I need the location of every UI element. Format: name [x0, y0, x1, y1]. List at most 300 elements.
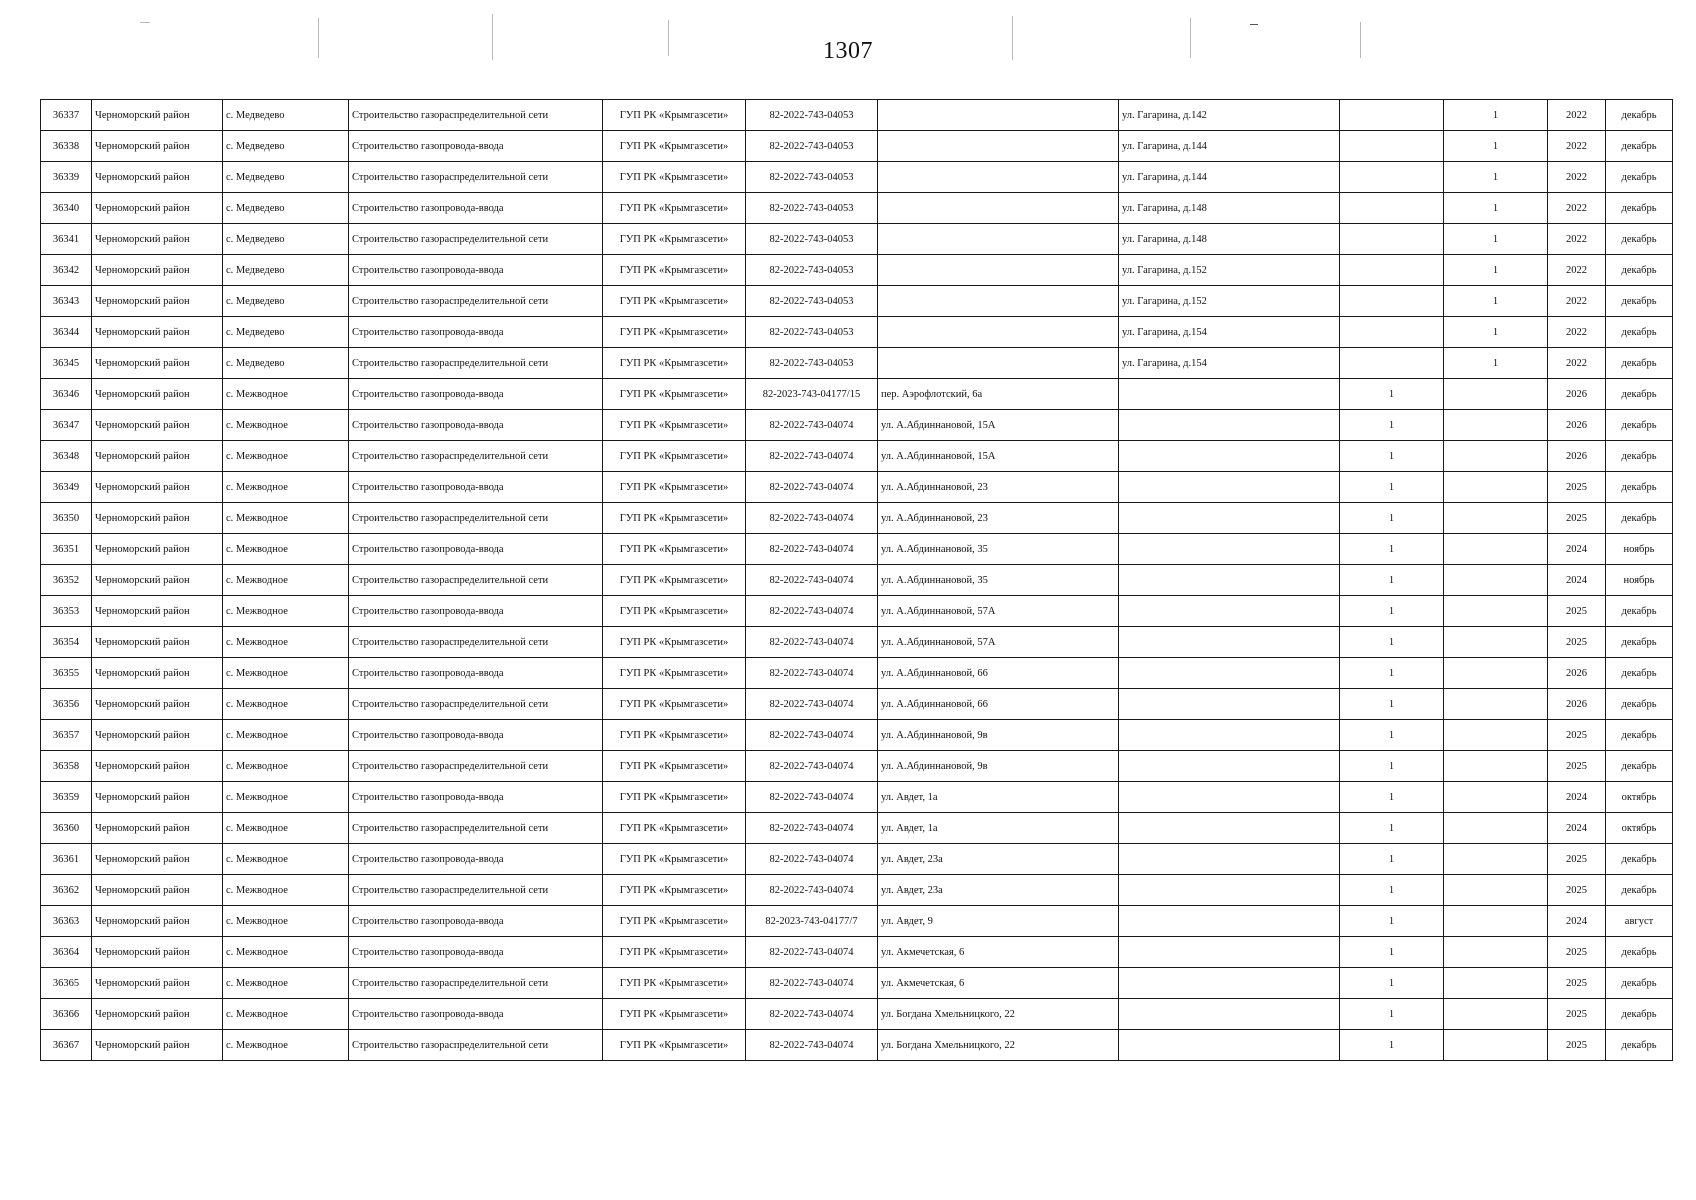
code-cell: 82-2022-743-04074: [746, 503, 878, 534]
quantity-cell: [1340, 162, 1444, 193]
quantity-cell: 1: [1340, 627, 1444, 658]
organization-cell: ГУП РК «Крымгазсети»: [603, 751, 746, 782]
organization-cell: ГУП РК «Крымгазсети»: [603, 1030, 746, 1061]
address-cell: ул. А.Абдиннановой, 23: [878, 503, 1119, 534]
address-cell: [878, 100, 1119, 131]
district-cell: Черноморский район: [92, 999, 223, 1030]
row-number: 36342: [41, 255, 92, 286]
quantity-cell: 1: [1340, 813, 1444, 844]
code-cell: 82-2022-743-04074: [746, 472, 878, 503]
table-row: [41, 999, 1673, 1030]
row-number: 36337: [41, 100, 92, 131]
table-row: [41, 472, 1673, 503]
quantity-cell: 1: [1340, 999, 1444, 1030]
row-number: 36354: [41, 627, 92, 658]
address-cell: ул. А.Абдиннановой, 15А: [878, 410, 1119, 441]
address-cell: [878, 255, 1119, 286]
address-alt-cell: [1119, 410, 1340, 441]
year-cell: 2026: [1548, 658, 1606, 689]
table-row: [41, 410, 1673, 441]
month-cell: декабрь: [1606, 472, 1673, 503]
district-cell: Черноморский район: [92, 379, 223, 410]
row-number: 36355: [41, 658, 92, 689]
address-cell: [878, 286, 1119, 317]
table-row: [41, 379, 1673, 410]
row-number: 36362: [41, 875, 92, 906]
month-cell: декабрь: [1606, 224, 1673, 255]
row-number: 36365: [41, 968, 92, 999]
work-type-cell: Строительство газопровода-ввода: [349, 255, 603, 286]
year-cell: 2025: [1548, 999, 1606, 1030]
code-cell: 82-2022-743-04053: [746, 286, 878, 317]
organization-cell: ГУП РК «Крымгазсети»: [603, 658, 746, 689]
row-number: 36346: [41, 379, 92, 410]
year-cell: 2025: [1548, 720, 1606, 751]
organization-cell: ГУП РК «Крымгазсети»: [603, 968, 746, 999]
table-row: [41, 937, 1673, 968]
year-cell: 2025: [1548, 875, 1606, 906]
district-cell: Черноморский район: [92, 503, 223, 534]
work-type-cell: Строительство газораспределительной сети: [349, 565, 603, 596]
table-row: [41, 100, 1673, 131]
month-cell: декабрь: [1606, 193, 1673, 224]
scan-artifact: [1250, 24, 1258, 25]
village-cell: с. Межводное: [223, 658, 349, 689]
year-cell: 2022: [1548, 348, 1606, 379]
year-cell: 2026: [1548, 410, 1606, 441]
village-cell: с. Межводное: [223, 472, 349, 503]
month-cell: декабрь: [1606, 348, 1673, 379]
year-cell: 2024: [1548, 534, 1606, 565]
village-cell: с. Межводное: [223, 782, 349, 813]
work-type-cell: Строительство газораспределительной сети: [349, 751, 603, 782]
organization-cell: ГУП РК «Крымгазсети»: [603, 689, 746, 720]
year-cell: 2026: [1548, 441, 1606, 472]
quantity-cell: 1: [1340, 844, 1444, 875]
quantity-cell: [1340, 100, 1444, 131]
address-cell: ул. Богдана Хмельницкого, 22: [878, 999, 1119, 1030]
table-row: [41, 503, 1673, 534]
address-alt-cell: ул. Гагарина, д.154: [1119, 317, 1340, 348]
table-row: [41, 844, 1673, 875]
district-cell: Черноморский район: [92, 720, 223, 751]
district-cell: Черноморский район: [92, 968, 223, 999]
address-cell: ул. Акмечетская, 6: [878, 968, 1119, 999]
quantity-cell: 1: [1340, 751, 1444, 782]
address-alt-cell: [1119, 906, 1340, 937]
organization-cell: ГУП РК «Крымгазсети»: [603, 565, 746, 596]
address-cell: ул. А.Абдиннановой, 66: [878, 689, 1119, 720]
row-number: 36339: [41, 162, 92, 193]
district-cell: Черноморский район: [92, 844, 223, 875]
month-cell: октябрь: [1606, 782, 1673, 813]
table-row: [41, 875, 1673, 906]
work-type-cell: Строительство газопровода-ввода: [349, 782, 603, 813]
table-row: [41, 1030, 1673, 1061]
code-cell: 82-2022-743-04074: [746, 720, 878, 751]
organization-cell: ГУП РК «Крымгазсети»: [603, 162, 746, 193]
row-number: 36340: [41, 193, 92, 224]
address-cell: ул. Авдет, 23а: [878, 844, 1119, 875]
row-number: 36343: [41, 286, 92, 317]
organization-cell: ГУП РК «Крымгазсети»: [603, 906, 746, 937]
district-cell: Черноморский район: [92, 782, 223, 813]
code-cell: 82-2022-743-04074: [746, 689, 878, 720]
row-number: 36361: [41, 844, 92, 875]
year-cell: 2025: [1548, 937, 1606, 968]
year-cell: 2024: [1548, 565, 1606, 596]
quantity-cell: 1: [1340, 472, 1444, 503]
row-number: 36360: [41, 813, 92, 844]
year-cell: 2026: [1548, 379, 1606, 410]
row-number: 36359: [41, 782, 92, 813]
address-cell: [878, 162, 1119, 193]
address-cell: ул. Авдет, 9: [878, 906, 1119, 937]
quantity-cell: 1: [1340, 503, 1444, 534]
work-type-cell: Строительство газопровода-ввода: [349, 131, 603, 162]
work-type-cell: Строительство газопровода-ввода: [349, 379, 603, 410]
quantity-cell: [1340, 131, 1444, 162]
month-cell: ноябрь: [1606, 534, 1673, 565]
quantity-alt-cell: [1444, 410, 1548, 441]
address-alt-cell: [1119, 596, 1340, 627]
organization-cell: ГУП РК «Крымгазсети»: [603, 534, 746, 565]
address-alt-cell: ул. Гагарина, д.142: [1119, 100, 1340, 131]
year-cell: 2025: [1548, 968, 1606, 999]
address-alt-cell: [1119, 999, 1340, 1030]
code-cell: 82-2022-743-04074: [746, 968, 878, 999]
village-cell: с. Медведево: [223, 131, 349, 162]
table-row: [41, 596, 1673, 627]
address-cell: ул. Авдет, 23а: [878, 875, 1119, 906]
address-alt-cell: ул. Гагарина, д.148: [1119, 193, 1340, 224]
year-cell: 2022: [1548, 100, 1606, 131]
address-cell: [878, 348, 1119, 379]
quantity-cell: 1: [1340, 379, 1444, 410]
month-cell: декабрь: [1606, 441, 1673, 472]
table-row: [41, 751, 1673, 782]
village-cell: с. Межводное: [223, 565, 349, 596]
code-cell: 82-2022-743-04053: [746, 100, 878, 131]
district-cell: Черноморский район: [92, 565, 223, 596]
month-cell: декабрь: [1606, 317, 1673, 348]
table-row: [41, 906, 1673, 937]
village-cell: с. Медведево: [223, 224, 349, 255]
work-type-cell: Строительство газопровода-ввода: [349, 193, 603, 224]
month-cell: декабрь: [1606, 875, 1673, 906]
month-cell: декабрь: [1606, 131, 1673, 162]
quantity-cell: 1: [1340, 565, 1444, 596]
quantity-cell: 1: [1340, 534, 1444, 565]
year-cell: 2025: [1548, 844, 1606, 875]
quantity-alt-cell: 1: [1444, 286, 1548, 317]
month-cell: декабрь: [1606, 658, 1673, 689]
address-cell: ул. А.Абдиннановой, 9в: [878, 720, 1119, 751]
month-cell: декабрь: [1606, 596, 1673, 627]
year-cell: 2025: [1548, 751, 1606, 782]
month-cell: декабрь: [1606, 410, 1673, 441]
row-number: 36344: [41, 317, 92, 348]
quantity-alt-cell: [1444, 472, 1548, 503]
table-row: [41, 224, 1673, 255]
row-number: 36353: [41, 596, 92, 627]
address-alt-cell: ул. Гагарина, д.144: [1119, 162, 1340, 193]
quantity-alt-cell: [1444, 565, 1548, 596]
address-alt-cell: [1119, 782, 1340, 813]
address-cell: [878, 317, 1119, 348]
year-cell: 2024: [1548, 906, 1606, 937]
work-type-cell: Строительство газораспределительной сети: [349, 286, 603, 317]
address-cell: [878, 193, 1119, 224]
work-type-cell: Строительство газораспределительной сети: [349, 627, 603, 658]
village-cell: с. Межводное: [223, 441, 349, 472]
village-cell: с. Медведево: [223, 162, 349, 193]
address-alt-cell: [1119, 658, 1340, 689]
quantity-cell: 1: [1340, 968, 1444, 999]
quantity-cell: [1340, 348, 1444, 379]
quantity-alt-cell: 1: [1444, 193, 1548, 224]
organization-cell: ГУП РК «Крымгазсети»: [603, 596, 746, 627]
village-cell: с. Межводное: [223, 503, 349, 534]
organization-cell: ГУП РК «Крымгазсети»: [603, 317, 746, 348]
month-cell: декабрь: [1606, 968, 1673, 999]
village-cell: с. Медведево: [223, 255, 349, 286]
organization-cell: ГУП РК «Крымгазсети»: [603, 627, 746, 658]
row-number: 36366: [41, 999, 92, 1030]
address-cell: пер. Аэрофлотский, 6а: [878, 379, 1119, 410]
district-cell: Черноморский район: [92, 937, 223, 968]
code-cell: 82-2022-743-04074: [746, 1030, 878, 1061]
table-row: [41, 255, 1673, 286]
code-cell: 82-2022-743-04074: [746, 410, 878, 441]
work-type-cell: Строительство газопровода-ввода: [349, 534, 603, 565]
code-cell: 82-2022-743-04074: [746, 813, 878, 844]
organization-cell: ГУП РК «Крымгазсети»: [603, 286, 746, 317]
year-cell: 2022: [1548, 193, 1606, 224]
address-alt-cell: [1119, 1030, 1340, 1061]
address-alt-cell: ул. Гагарина, д.152: [1119, 286, 1340, 317]
quantity-alt-cell: [1444, 875, 1548, 906]
quantity-alt-cell: [1444, 503, 1548, 534]
village-cell: с. Межводное: [223, 968, 349, 999]
code-cell: 82-2022-743-04074: [746, 875, 878, 906]
district-cell: Черноморский район: [92, 875, 223, 906]
table-row: [41, 193, 1673, 224]
code-cell: 82-2022-743-04074: [746, 534, 878, 565]
scan-artifact: [140, 22, 150, 23]
district-cell: Черноморский район: [92, 658, 223, 689]
organization-cell: ГУП РК «Крымгазсети»: [603, 410, 746, 441]
row-number: 36349: [41, 472, 92, 503]
quantity-alt-cell: [1444, 534, 1548, 565]
month-cell: декабрь: [1606, 844, 1673, 875]
organization-cell: ГУП РК «Крымгазсети»: [603, 813, 746, 844]
quantity-cell: [1340, 193, 1444, 224]
quantity-cell: 1: [1340, 1030, 1444, 1061]
month-cell: декабрь: [1606, 255, 1673, 286]
village-cell: с. Медведево: [223, 317, 349, 348]
address-cell: ул. А.Абдиннановой, 57А: [878, 627, 1119, 658]
work-type-cell: Строительство газораспределительной сети: [349, 813, 603, 844]
table-row: [41, 534, 1673, 565]
year-cell: 2022: [1548, 317, 1606, 348]
quantity-alt-cell: [1444, 596, 1548, 627]
year-cell: 2022: [1548, 286, 1606, 317]
quantity-alt-cell: 1: [1444, 100, 1548, 131]
address-cell: [878, 131, 1119, 162]
month-cell: декабрь: [1606, 751, 1673, 782]
work-type-cell: Строительство газораспределительной сети: [349, 968, 603, 999]
address-cell: ул. А.Абдиннановой, 57А: [878, 596, 1119, 627]
quantity-cell: 1: [1340, 596, 1444, 627]
address-alt-cell: [1119, 379, 1340, 410]
year-cell: 2024: [1548, 782, 1606, 813]
quantity-cell: [1340, 286, 1444, 317]
year-cell: 2025: [1548, 596, 1606, 627]
address-alt-cell: [1119, 472, 1340, 503]
work-type-cell: Строительство газопровода-ввода: [349, 596, 603, 627]
year-cell: 2022: [1548, 255, 1606, 286]
code-cell: 82-2022-743-04053: [746, 193, 878, 224]
quantity-alt-cell: [1444, 720, 1548, 751]
village-cell: с. Межводное: [223, 906, 349, 937]
work-type-cell: Строительство газораспределительной сети: [349, 503, 603, 534]
work-type-cell: Строительство газопровода-ввода: [349, 844, 603, 875]
code-cell: 82-2022-743-04053: [746, 162, 878, 193]
month-cell: декабрь: [1606, 162, 1673, 193]
code-cell: 82-2022-743-04053: [746, 348, 878, 379]
code-cell: 82-2022-743-04074: [746, 844, 878, 875]
month-cell: декабрь: [1606, 937, 1673, 968]
work-type-cell: Строительство газопровода-ввода: [349, 658, 603, 689]
district-cell: Черноморский район: [92, 534, 223, 565]
organization-cell: ГУП РК «Крымгазсети»: [603, 937, 746, 968]
code-cell: 82-2022-743-04053: [746, 224, 878, 255]
month-cell: декабрь: [1606, 720, 1673, 751]
page-number: 1307: [823, 38, 873, 64]
district-cell: Черноморский район: [92, 813, 223, 844]
organization-cell: ГУП РК «Крымгазсети»: [603, 131, 746, 162]
work-type-cell: Строительство газопровода-ввода: [349, 999, 603, 1030]
organization-cell: ГУП РК «Крымгазсети»: [603, 348, 746, 379]
village-cell: с. Межводное: [223, 720, 349, 751]
address-cell: ул. А.Абдиннановой, 35: [878, 565, 1119, 596]
organization-cell: ГУП РК «Крымгазсети»: [603, 875, 746, 906]
row-number: 36338: [41, 131, 92, 162]
organization-cell: ГУП РК «Крымгазсети»: [603, 379, 746, 410]
quantity-alt-cell: [1444, 627, 1548, 658]
quantity-alt-cell: [1444, 968, 1548, 999]
address-cell: ул. А.Абдиннановой, 15А: [878, 441, 1119, 472]
address-alt-cell: [1119, 844, 1340, 875]
month-cell: декабрь: [1606, 999, 1673, 1030]
organization-cell: ГУП РК «Крымгазсети»: [603, 441, 746, 472]
work-type-cell: Строительство газопровода-ввода: [349, 410, 603, 441]
address-alt-cell: [1119, 751, 1340, 782]
row-number: 36364: [41, 937, 92, 968]
registry-table: [40, 99, 1673, 1061]
organization-cell: ГУП РК «Крымгазсети»: [603, 100, 746, 131]
quantity-alt-cell: [1444, 844, 1548, 875]
year-cell: 2024: [1548, 813, 1606, 844]
address-alt-cell: [1119, 565, 1340, 596]
quantity-cell: 1: [1340, 658, 1444, 689]
code-cell: 82-2022-743-04053: [746, 317, 878, 348]
quantity-cell: [1340, 224, 1444, 255]
month-cell: декабрь: [1606, 100, 1673, 131]
district-cell: Черноморский район: [92, 751, 223, 782]
work-type-cell: Строительство газораспределительной сети: [349, 689, 603, 720]
month-cell: декабрь: [1606, 286, 1673, 317]
row-number: 36357: [41, 720, 92, 751]
village-cell: с. Межводное: [223, 627, 349, 658]
month-cell: декабрь: [1606, 503, 1673, 534]
quantity-alt-cell: [1444, 999, 1548, 1030]
organization-cell: ГУП РК «Крымгазсети»: [603, 720, 746, 751]
table-row: [41, 348, 1673, 379]
code-cell: 82-2022-743-04074: [746, 565, 878, 596]
quantity-alt-cell: 1: [1444, 131, 1548, 162]
code-cell: 82-2022-743-04074: [746, 937, 878, 968]
quantity-alt-cell: [1444, 689, 1548, 720]
row-number: 36348: [41, 441, 92, 472]
code-cell: 82-2022-743-04053: [746, 255, 878, 286]
year-cell: 2025: [1548, 503, 1606, 534]
work-type-cell: Строительство газопровода-ввода: [349, 937, 603, 968]
district-cell: Черноморский район: [92, 441, 223, 472]
village-cell: с. Межводное: [223, 751, 349, 782]
village-cell: с. Медведево: [223, 100, 349, 131]
year-cell: 2022: [1548, 162, 1606, 193]
work-type-cell: Строительство газопровода-ввода: [349, 317, 603, 348]
work-type-cell: Строительство газораспределительной сети: [349, 1030, 603, 1061]
quantity-cell: 1: [1340, 441, 1444, 472]
district-cell: Черноморский район: [92, 317, 223, 348]
month-cell: декабрь: [1606, 379, 1673, 410]
table-row: [41, 782, 1673, 813]
quantity-alt-cell: 1: [1444, 224, 1548, 255]
address-alt-cell: ул. Гагарина, д.154: [1119, 348, 1340, 379]
village-cell: с. Межводное: [223, 596, 349, 627]
district-cell: Черноморский район: [92, 906, 223, 937]
address-alt-cell: [1119, 968, 1340, 999]
table-row: [41, 131, 1673, 162]
row-number: 36347: [41, 410, 92, 441]
table-row: [41, 286, 1673, 317]
address-alt-cell: ул. Гагарина, д.152: [1119, 255, 1340, 286]
table-row: [41, 968, 1673, 999]
address-cell: ул. Авдет, 1а: [878, 813, 1119, 844]
row-number: 36350: [41, 503, 92, 534]
row-number: 36345: [41, 348, 92, 379]
code-cell: 82-2022-743-04074: [746, 782, 878, 813]
quantity-cell: [1340, 255, 1444, 286]
district-cell: Черноморский район: [92, 627, 223, 658]
quantity-alt-cell: 1: [1444, 255, 1548, 286]
district-cell: Черноморский район: [92, 224, 223, 255]
work-type-cell: Строительство газопровода-ввода: [349, 906, 603, 937]
district-cell: Черноморский район: [92, 596, 223, 627]
district-cell: Черноморский район: [92, 255, 223, 286]
work-type-cell: Строительство газораспределительной сети: [349, 224, 603, 255]
row-number: 36367: [41, 1030, 92, 1061]
work-type-cell: Строительство газораспределительной сети: [349, 441, 603, 472]
organization-cell: ГУП РК «Крымгазсети»: [603, 224, 746, 255]
table-row: [41, 317, 1673, 348]
organization-cell: ГУП РК «Крымгазсети»: [603, 193, 746, 224]
quantity-alt-cell: 1: [1444, 162, 1548, 193]
organization-cell: ГУП РК «Крымгазсети»: [603, 503, 746, 534]
